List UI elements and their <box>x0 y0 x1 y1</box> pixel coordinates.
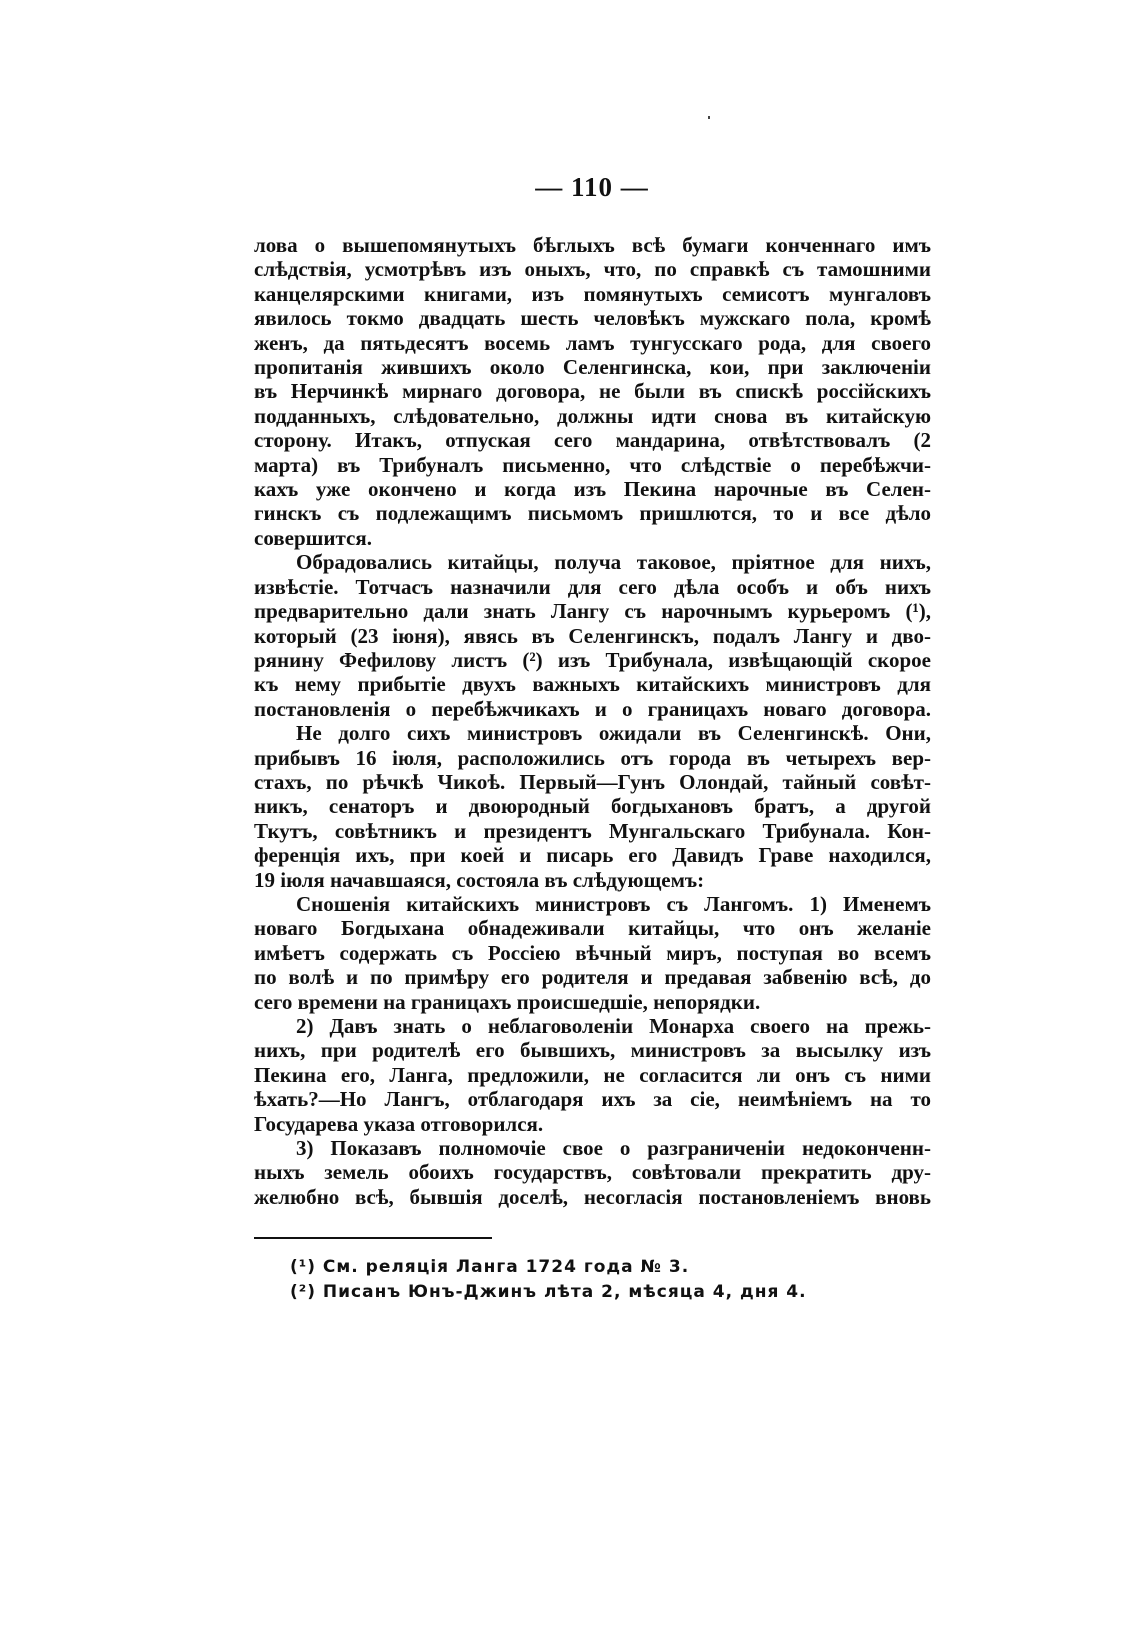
body-line: никъ, сенаторъ и двоюродный богдыхановъ братъ, а другой <box>254 794 931 819</box>
body-line: ференція ихъ, при коей и писарь его Давидъ Граве находился, <box>254 843 931 868</box>
body-line: гинскъ съ подлежащимъ письмомъ пришлются, то и все дѣло <box>254 501 931 526</box>
body-line: Не долго сихъ министровъ ожидали въ Селенгинскѣ. Они, <box>296 721 931 746</box>
body-line: совершится. <box>254 525 372 550</box>
body-line: канцелярскими книгами, изъ помянутыхъ семисотъ мунгаловъ <box>254 281 931 306</box>
body-line: женъ, да пятьдесятъ восемь ламъ тунгусскаго рода, для своего <box>254 330 931 355</box>
body-line: 19 іюля начавшаяся, состояла въ слѣдующемъ: <box>254 867 705 892</box>
body-line: слѣдствія, усмотрѣвъ изъ оныхъ, что, по справкѣ съ тамошними <box>254 257 931 282</box>
body-line: который (23 іюня), явясь въ Селенгинскъ, подалъ Лангу и дво- <box>254 623 931 648</box>
body-line: сего времени на границахъ происшедшіе, непорядки. <box>254 989 761 1014</box>
body-line: новаго Богдыхана обнадеживали китайцы, что онъ желаніе <box>254 916 931 941</box>
body-line: постановленія о перебѣжчикахъ и о границахъ новаго договора. <box>254 696 931 721</box>
scan-speck <box>708 116 710 119</box>
page-number: — 110 — <box>535 172 649 202</box>
body-line: явилось токмо двадцать шесть человѣкъ мужскаго пола, кромѣ <box>254 306 931 331</box>
body-line: къ нему прибытіе двухъ важныхъ китайскихъ министровъ для <box>254 672 931 697</box>
footnote-divider <box>254 1237 492 1239</box>
body-line: лова о вышепомянутыхъ бѣглыхъ всѣ бумаги конченнаго имъ <box>254 233 931 257</box>
body-line: Государева указа отговорился. <box>254 1111 544 1136</box>
body-line: пропитанія жившихъ около Селенгинска, кои, при заключеніи <box>254 355 931 380</box>
body-line: Пекина его, Ланга, предложили, не согласится ли онъ съ ними <box>254 1062 931 1087</box>
body-line: предварительно дали знать Лангу съ нарочнымъ курьеромъ (¹), <box>254 599 931 624</box>
body-line: стахъ, по рѣчкѣ Чикоѣ. Первый—Гунъ Олондай, тайный совѣт- <box>254 769 931 794</box>
body-line: марта) въ Трибуналъ письменно, что слѣдствіе о перебѣжчи- <box>254 452 931 477</box>
body-line: рянину Фефилову листъ (²) изъ Трибунала, извѣщающій скорое <box>254 647 931 672</box>
body-line: подданныхъ, слѣдовательно, должны идти снова въ китайскую <box>254 403 931 428</box>
body-line: желюбно всѣ, бывшія доселѣ, несогласія постановленіемъ вновь <box>254 1184 931 1209</box>
body-line: по волѣ и по примѣру его родителя и предавая забвенію всѣ, до <box>254 965 931 990</box>
body-line: нихъ, при родителѣ его бывшихъ, министровъ за высылку изъ <box>254 1038 931 1063</box>
footnotes <box>290 1255 807 1305</box>
footnote: (²) Писанъ Юнъ-Джинъ лѣта 2, мѣсяца 4, дня 4. <box>290 1282 807 1302</box>
body-line: 3) Показавъ полномочіе свое о разграниченіи недоконченн- <box>296 1136 931 1161</box>
body-line: сторону. Итакъ, отпуская сего мандарина, отвѣтствовалъ (2 <box>254 428 931 453</box>
body-text <box>254 233 931 1209</box>
body-line: имѣетъ содержать съ Россіею вѣчный миръ, поступая во всемъ <box>254 940 931 965</box>
body-line: Сношенія китайскихъ министровъ съ Лангомъ. 1) Именемъ <box>296 891 931 916</box>
body-line: ѣхать?—Но Лангъ, отблагодаря ихъ за сіе, неимѣніемъ на то <box>254 1087 931 1112</box>
body-line: Обрадовались китайцы, получа таковое, пріятное для нихъ, <box>296 550 931 575</box>
footnote: (¹) См. реляція Ланга 1724 года № 3. <box>290 1257 690 1277</box>
body-line: въ Нерчинкѣ мирнаго договора, не были въ спискѣ россійскихъ <box>254 379 931 404</box>
body-line: извѣстіе. Тотчасъ назначили для сего дѣла особъ и объ нихъ <box>254 574 931 599</box>
body-line: ныхъ земель обоихъ государствъ, совѣтовали прекратить дру- <box>254 1160 931 1185</box>
body-line: 2) Давъ знать о неблаговоленіи Монарха своего на прежь- <box>296 1014 931 1038</box>
body-line: прибывъ 16 іюля, расположились отъ города въ четырехъ вер- <box>254 745 931 770</box>
body-line: Ткутъ, совѣтникъ и президентъ Мунгальскаго Трибунала. Кон- <box>254 818 931 843</box>
body-line: кахъ уже окончено и когда изъ Пекина нарочные въ Селен- <box>254 477 931 502</box>
